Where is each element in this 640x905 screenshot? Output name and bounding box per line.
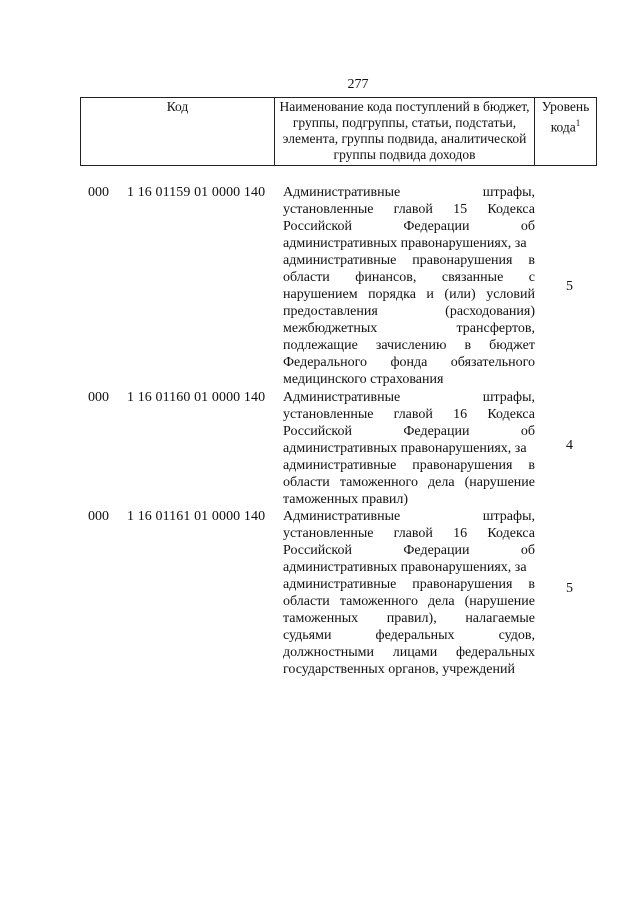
description-line: Административные штрафы, <box>283 185 535 200</box>
description-line: судьями федеральных судов, <box>283 628 535 643</box>
description-line: межбюджетных трансфертов, <box>283 321 535 336</box>
description-line: Административные штрафы, <box>283 390 535 405</box>
header-level-label: Уровень кода <box>541 99 590 135</box>
description-line: предоставления (расходования) <box>283 304 535 319</box>
row-level: 4 <box>566 438 573 453</box>
row-description <box>283 508 535 678</box>
row-prefix: 000 <box>88 509 109 524</box>
header-level-footnote: 1 <box>575 118 581 128</box>
description-line: административных правонарушениях, за <box>283 441 527 456</box>
description-line: Административные штрафы, <box>283 509 535 524</box>
description-line: области таможенного дела (нарушение <box>283 475 535 490</box>
header-level <box>535 98 597 166</box>
row-prefix: 000 <box>88 185 109 200</box>
row-description <box>283 184 535 388</box>
description-line: подлежащие зачислению в бюджет <box>283 338 535 353</box>
description-line: административных правонарушениях, за <box>283 560 527 575</box>
description-line: административные правонарушения в <box>283 458 535 473</box>
description-line: административные правонарушения в <box>283 253 535 268</box>
description-line: таможенных правил) <box>283 492 409 507</box>
description-line: Федерального фонда обязательного <box>283 355 535 370</box>
row-description <box>283 389 535 508</box>
description-line: административных правонарушениях, за <box>283 236 527 251</box>
row-code: 1 16 01159 01 0000 140 <box>127 185 266 200</box>
description-line: административные правонарушения в <box>283 577 535 592</box>
row-level: 5 <box>566 581 573 596</box>
row-prefix: 000 <box>88 390 109 405</box>
description-line: области финансов, связанные с <box>283 270 535 285</box>
table-header <box>80 97 597 166</box>
description-line: Российской Федерации об <box>283 219 535 234</box>
row-code: 1 16 01161 01 0000 140 <box>127 509 266 524</box>
description-line: установленные главой 16 Кодекса <box>283 407 535 422</box>
header-name: Наименование кода поступлений в бюджет, группы, подгруппы, статьи, подстатьи, элемента, группы подвида, аналитической группы подвида доходов <box>275 98 535 166</box>
description-line: Российской Федерации об <box>283 424 535 439</box>
description-line: таможенных правил), налагаемые <box>283 611 535 626</box>
description-line: Российской Федерации об <box>283 543 535 558</box>
description-line: установленные главой 16 Кодекса <box>283 526 535 541</box>
page-number: 277 <box>347 77 369 92</box>
description-line: должностными лицами федеральных <box>283 645 535 660</box>
description-line: области таможенного дела (нарушение <box>283 594 535 609</box>
row-level: 5 <box>566 279 573 294</box>
row-code: 1 16 01160 01 0000 140 <box>127 390 266 405</box>
description-line: медицинского страхования <box>283 372 444 387</box>
description-line: государственных органов, учреждений <box>283 662 515 677</box>
description-line: нарушением порядка и (или) условий <box>283 287 535 302</box>
header-code: Код <box>81 98 275 166</box>
description-line: установленные главой 15 Кодекса <box>283 202 535 217</box>
